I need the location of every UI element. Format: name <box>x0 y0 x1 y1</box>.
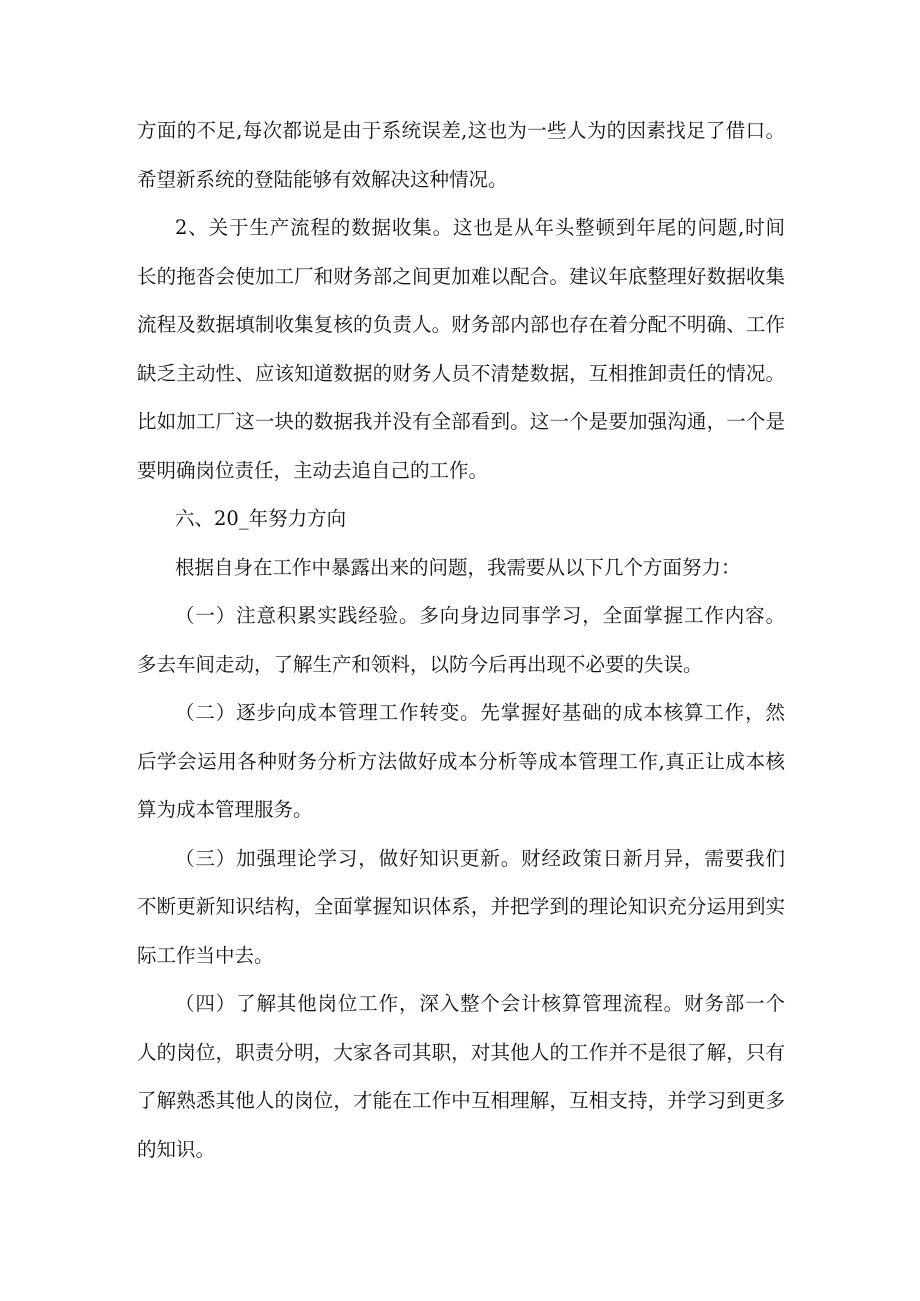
text-line: 根据自身在工作中暴露出来的问题，我需要从以下几个方面努力： <box>175 555 741 579</box>
paragraph-item-1 <box>137 592 785 689</box>
text-line: 缺乏主动性、应该知道数据的财务人员不清楚数据，互相推卸责任的情况。 <box>137 361 785 385</box>
text-line: （三）加强理论学习，做好知识更新。财经政策日新月异，需要我们 <box>175 846 785 870</box>
paragraph-item-2 <box>137 689 785 835</box>
text-line: 流程及数据填制收集复核的负责人。财务部内部也存在着分配不明确、工作 <box>137 313 785 336</box>
text-line: 方面的不足,每次都说是由于系统误差,这也为一些人为的因素找足了借口。 <box>137 119 785 142</box>
paragraph-continuation <box>137 107 785 204</box>
text-line: （二）逐步向成本管理工作转变。先掌握好基础的成本核算工作，然 <box>175 701 785 724</box>
text-line: 2、关于生产流程的数据收集。这也是从年头整顿到年尾的问题,时间 <box>175 216 785 239</box>
text-line: （一）注意积累实践经验。多向身边同事学习，全面掌握工作内容。 <box>175 604 785 627</box>
paragraph-item-3 <box>137 835 785 981</box>
paragraph-item-4 <box>137 980 785 1174</box>
text-line: 长的拖沓会使加工厂和财务部之间更加难以配合。建议年底整理好数据收集 <box>137 264 785 288</box>
paragraph-data-collection <box>137 204 785 495</box>
text-line: （四）了解其他岗位工作，深入整个会计核算管理流程。财务部一个 <box>175 992 785 1015</box>
text-line: 要明确岗位责任，主动去追自己的工作。 <box>137 458 489 482</box>
text-line: 后学会运用各种财务分析方法做好成本分析等成本管理工作,真正让成本核 <box>137 749 785 773</box>
section-heading-text: 六、20_年努力方向 <box>175 507 347 530</box>
text-line: 不断更新知识结构，全面掌握知识体系，并把学到的理论知识充分运用到实 <box>137 895 785 918</box>
text-line: 希望新系统的登陆能够有效解决这种情况。 <box>137 167 508 191</box>
paragraph-intro <box>137 544 785 593</box>
text-line: 人的岗位，职责分明，大家各司其职，对其他人的工作并不是很了解，只有 <box>137 1040 785 1064</box>
text-line: 算为成本管理服务。 <box>137 798 313 821</box>
text-line: 多去车间走动，了解生产和领料，以防今后再出现不必要的失误。 <box>137 652 703 676</box>
text-line: 的知识。 <box>137 1137 216 1161</box>
section-heading <box>137 495 785 544</box>
text-line: 际工作当中去。 <box>137 943 274 967</box>
text-line: 比如加工厂这一块的数据我并没有全部看到。这一个是要加强沟通，一个是 <box>137 410 785 433</box>
document-body <box>137 107 785 1174</box>
text-line: 了解熟悉其他人的岗位，才能在工作中互相理解，互相支持，并学习到更多 <box>137 1089 785 1112</box>
